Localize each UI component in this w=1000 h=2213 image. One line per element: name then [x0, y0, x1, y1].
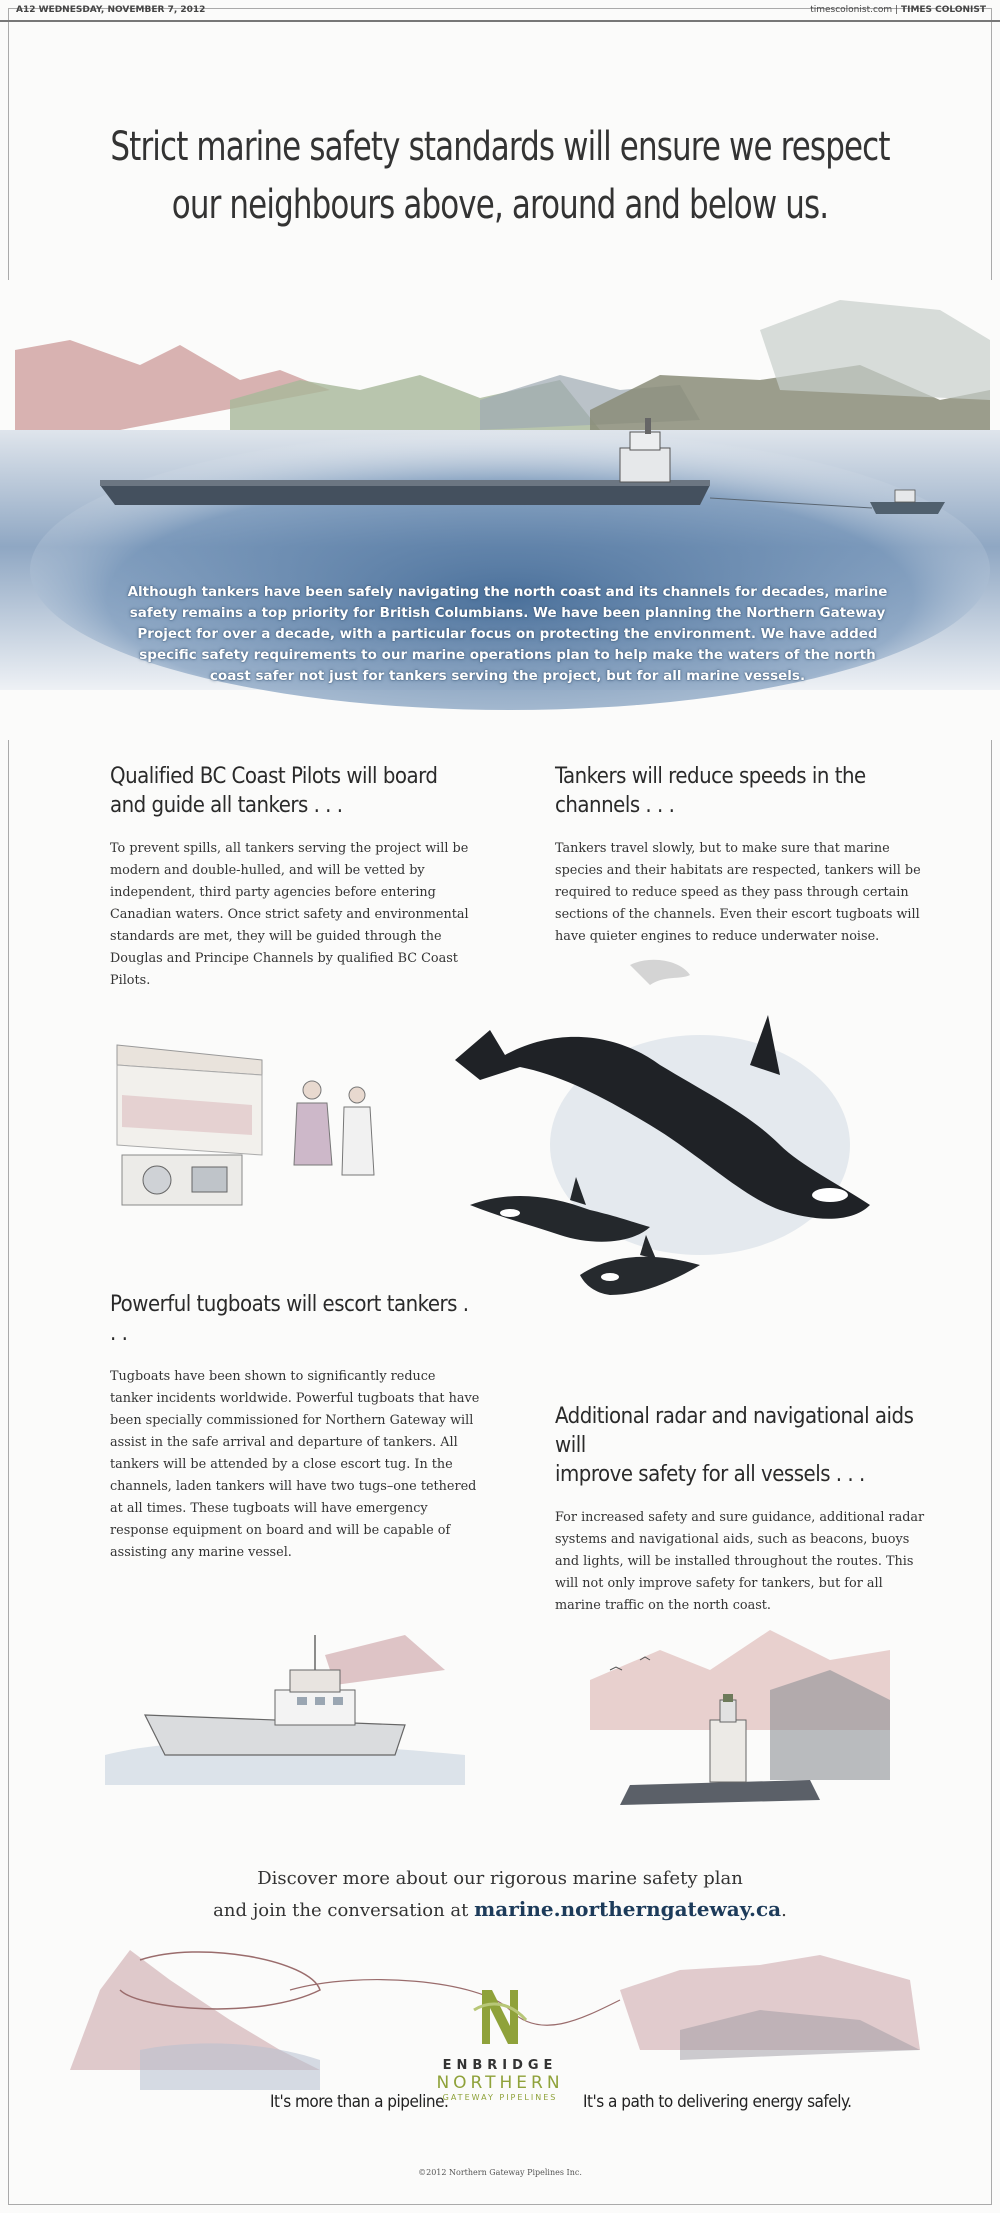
section-tugboats — [110, 1290, 480, 1564]
website-link[interactable]: marine.northerngateway.ca — [474, 1897, 782, 1921]
northern-gateway-n-icon — [470, 1980, 530, 2054]
cta-suffix: . — [781, 1900, 787, 1921]
section-reduced-speeds — [555, 762, 925, 948]
headline — [70, 118, 930, 234]
title-line-2: and guide all tankers . . . — [110, 793, 343, 818]
brand-northern: NORTHERN — [436, 2073, 564, 2093]
section-title: Powerful tugboats will escort tankers . . . — [110, 1292, 469, 1346]
masthead — [0, 0, 1000, 22]
cta-line-1: Discover more about our rigorous marine safety plan — [257, 1868, 743, 1889]
orca-whales-illustration — [450, 955, 900, 1355]
navigation-beacon-illustration — [570, 1610, 900, 1810]
masthead-date: A12 WEDNESDAY, NOVEMBER 7, 2012 — [16, 5, 206, 15]
title-line-1: Qualified BC Coast Pilots will board — [110, 764, 438, 789]
section-coast-pilots — [110, 762, 480, 992]
title-line-1: Additional radar and navigational aids will — [555, 1404, 914, 1458]
headline-line-2: our neighbours above, around and below us. — [171, 182, 829, 228]
tagline-left: It's more than a pipeline. — [270, 2092, 449, 2112]
masthead-paper: timescolonist.com | TIMES COLONIST — [810, 5, 986, 15]
masthead-paper-name: TIMES COLONIST — [900, 5, 986, 15]
enbridge-northern-gateway-logo — [420, 1980, 580, 2102]
intro-paragraph: Although tankers have been safely navigating the north coast and its channels for decades, marine safety remains a top priority for British Columbians. We have been planning the Northern Gateway Project for over a decade, with a particular focus on protecting the environment. We have added specific safety requirements to our marine operations plan to help make the waters of the north coast safer not just for tankers serving the project, but for all marine vessels. — [127, 584, 888, 684]
tagline-right: It's a path to delivering energy safely. — [583, 2092, 852, 2112]
section-radar-aids — [555, 1402, 925, 1617]
masthead-site: timescolonist.com — [810, 5, 893, 15]
copyright-notice: ©2012 Northern Gateway Pipelines Inc. — [418, 2168, 582, 2177]
section-body: To prevent spills, all tankers serving the project will be modern and double-hulled, and will be vetted by independent, third party agencies before entering Canadian waters. Once strict safety and environmental standards are met, they will be guided through the Douglas and Principe Channels by qualified BC Coast Pilots. — [110, 841, 469, 988]
title-line-2: improve safety for all vessels . . . — [555, 1462, 865, 1487]
cta-prefix: and join the conversation at — [213, 1900, 475, 1921]
headline-line-1: Strict marine safety standards will ensure we respect — [110, 124, 890, 170]
section-title: Tankers will reduce speeds in the channels . . . — [555, 764, 866, 818]
ship-bridge-illustration — [112, 1035, 382, 1215]
section-title — [110, 762, 480, 820]
brand-enbridge: ENBRIDGE — [442, 2058, 558, 2073]
tugboat-illustration — [105, 1615, 465, 1785]
section-body: Tankers travel slowly, but to make sure that marine species and their habitats are respected, tankers will be required to reduce speed as they pass through certain sections of the channels. Even their escort tugboats will have quieter engines to reduce underwater noise. — [555, 841, 921, 944]
section-body: For increased safety and sure guidance, additional radar systems and navigational aids, such as beacons, buoys and lights, will be installed throughout the routes. This will not only improve safety for tankers, but for all marine traffic on the north coast. — [555, 1510, 925, 1613]
section-title — [555, 1402, 925, 1489]
brand-gateway-pipelines: GATEWAY PIPELINES — [442, 2093, 558, 2102]
section-body: Tugboats have been shown to significantly reduce tanker incidents worldwide. Powerful tugboats that have been specially commissioned for Northern Gateway will assist in the safe arrival and departure of tankers. All tankers will be attended by a close escort tug. In the channels, laden tankers will have two tugs–one tethered at all times. These tugboats will have emergency response equipment on board and will be capable of assisting any marine vessel. — [110, 1369, 480, 1560]
